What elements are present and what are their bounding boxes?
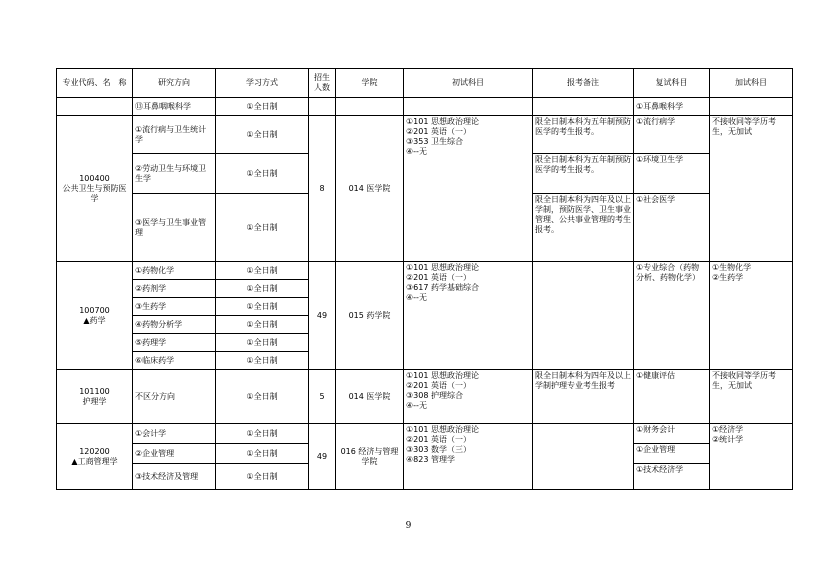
mode-cell: ①全日制 xyxy=(216,316,309,334)
note-cell xyxy=(533,424,634,490)
major-name: ▲药学 xyxy=(83,315,106,325)
exam-line: ①101 思想政治理论 xyxy=(406,425,479,434)
exam-line: ①101 思想政治理论 xyxy=(406,263,479,272)
header-code: 专业代码、名 称 xyxy=(57,69,133,98)
mode-cell: ①全日制 xyxy=(216,280,309,298)
extra-cell: 不接收同等学历考生，无加试 xyxy=(710,116,793,262)
table-row xyxy=(57,116,793,154)
header-school: 学院 xyxy=(336,69,404,98)
exam-line: ④--无 xyxy=(406,147,427,156)
note-cell: 限全日制本科为四年及以上学制护理专业考生报考 xyxy=(533,370,634,424)
page-number: 9 xyxy=(405,521,412,531)
retest-cell: ①环境卫生学 xyxy=(634,154,710,194)
empty-cell xyxy=(404,98,533,116)
extra-cell xyxy=(710,262,793,370)
note-cell xyxy=(533,262,634,370)
retest-cell: ①财务会计 xyxy=(634,424,710,444)
exam-cell xyxy=(404,424,533,490)
major-name: ▲工商管理学 xyxy=(71,456,118,466)
direction-cell: ③生药学 xyxy=(133,298,216,316)
header-exam: 初试科目 xyxy=(404,69,533,98)
major-code: 120200 xyxy=(79,446,110,456)
mode-cell: ①全日制 xyxy=(216,298,309,316)
mode-cell: ①全日制 xyxy=(216,116,309,154)
header-mode: 学习方式 xyxy=(216,69,309,98)
empty-cell xyxy=(336,98,404,116)
major-code: 100700 xyxy=(79,305,110,315)
direction-cell: ⑤药理学 xyxy=(133,334,216,352)
school-cell: 014 医学院 xyxy=(336,370,404,424)
empty-cell xyxy=(533,98,634,116)
exam-line: ④--无 xyxy=(406,401,427,410)
mode-cell: ①全日制 xyxy=(216,194,309,262)
mode-cell: ①全日制 xyxy=(216,154,309,194)
mode-cell: ①全日制 xyxy=(216,444,309,464)
count-cell: 49 xyxy=(309,262,336,370)
retest-cell: ①流行病学 xyxy=(634,116,710,154)
note-cell: 限全日制本科为五年制预防医学的考生报考。 xyxy=(533,116,634,154)
note-cell: 限全日制本科为四年及以上学制，预防医学、卫生事业管理、公共事业管理的考生报考。 xyxy=(533,194,634,262)
exam-line: ②201 英语（一） xyxy=(406,381,471,390)
exam-line: ③308 护理综合 xyxy=(406,391,463,400)
table-row xyxy=(57,424,793,444)
major-cell xyxy=(57,370,133,424)
mode-cell: ①全日制 xyxy=(216,424,309,444)
header-count: 招生人数 xyxy=(309,69,336,98)
exam-line: ②201 英语（一） xyxy=(406,273,471,282)
major-cell xyxy=(57,262,133,370)
empty-cell xyxy=(309,98,336,116)
retest-cell: ①企业管理 xyxy=(634,444,710,464)
major-cell xyxy=(57,116,133,262)
major-name: 公共卫生与预防医学 xyxy=(62,183,127,203)
extra-line: ②生药学 xyxy=(712,273,744,282)
retest-cell: ①耳鼻喉科学 xyxy=(634,98,710,116)
mode-cell: ①全日制 xyxy=(216,262,309,280)
count-cell: 8 xyxy=(309,116,336,262)
direction-cell: ④药物分析学 xyxy=(133,316,216,334)
mode-cell: ①全日制 xyxy=(216,334,309,352)
direction-cell: ②劳动卫生与环境卫生学 xyxy=(133,154,216,194)
header-direction: 研究方向 xyxy=(133,69,216,98)
empty-cell xyxy=(57,98,133,116)
exam-line: ①101 思想政治理论 xyxy=(406,117,479,126)
direction-cell: ②企业管理 xyxy=(133,444,216,464)
header-retest: 复试科目 xyxy=(634,69,710,98)
table-row xyxy=(57,262,793,280)
extra-line: ①生物化学 xyxy=(712,263,752,272)
extra-cell xyxy=(710,424,793,490)
direction-cell: ⑬耳鼻咽喉科学 xyxy=(133,98,216,116)
mode-cell: ①全日制 xyxy=(216,464,309,490)
mode-cell: ①全日制 xyxy=(216,370,309,424)
extra-line: ②统计学 xyxy=(712,435,744,444)
table-row xyxy=(57,370,793,424)
table-row xyxy=(57,98,793,116)
exam-line: ③353 卫生综合 xyxy=(406,137,463,146)
retest-cell: ①专业综合（药物分析、药物化学） xyxy=(634,262,710,370)
exam-cell xyxy=(404,262,533,370)
direction-cell: ③医学与卫生事业管理 xyxy=(133,194,216,262)
exam-line: ①101 思想政治理论 xyxy=(406,371,479,380)
header-note: 报考备注 xyxy=(533,69,634,98)
direction-cell: ①药物化学 xyxy=(133,262,216,280)
header-extra: 加试科目 xyxy=(710,69,793,98)
direction-cell: ②药剂学 xyxy=(133,280,216,298)
direction-cell: ③技术经济及管理 xyxy=(133,464,216,490)
empty-cell xyxy=(710,98,793,116)
retest-cell: ①社会医学 xyxy=(634,194,710,262)
mode-cell: ①全日制 xyxy=(216,352,309,370)
direction-cell: ①会计学 xyxy=(133,424,216,444)
note-cell: 限全日制本科为五年制预防医学的考生报考。 xyxy=(533,154,634,194)
direction-cell: ①流行病与卫生统计学 xyxy=(133,116,216,154)
major-cell xyxy=(57,424,133,490)
count-cell: 5 xyxy=(309,370,336,424)
exam-line: ④823 管理学 xyxy=(406,455,455,464)
exam-line: ③303 数学（三） xyxy=(406,445,471,454)
exam-cell xyxy=(404,370,533,424)
count-cell: 49 xyxy=(309,424,336,490)
school-cell: 015 药学院 xyxy=(336,262,404,370)
retest-cell: ①健康评估 xyxy=(634,370,710,424)
major-code: 101100 xyxy=(79,386,110,396)
direction-cell: ⑥临床药学 xyxy=(133,352,216,370)
exam-cell xyxy=(404,116,533,262)
major-name: 护理学 xyxy=(82,396,107,406)
admissions-table xyxy=(56,68,793,490)
extra-line: ①经济学 xyxy=(712,425,744,434)
major-code: 100400 xyxy=(79,173,110,183)
exam-line: ④--无 xyxy=(406,293,427,302)
exam-line: ③617 药学基础综合 xyxy=(406,283,479,292)
school-cell: 016 经济与管理学院 xyxy=(336,424,404,490)
direction-cell: 不区分方向 xyxy=(133,370,216,424)
mode-cell: ①全日制 xyxy=(216,98,309,116)
header-row xyxy=(57,69,793,98)
exam-line: ②201 英语（一） xyxy=(406,435,471,444)
exam-line: ②201 英语（一） xyxy=(406,127,471,136)
extra-cell: 不接收同等学历考生，无加试 xyxy=(710,370,793,424)
school-cell: 014 医学院 xyxy=(336,116,404,262)
retest-cell: ①技术经济学 xyxy=(634,464,710,490)
